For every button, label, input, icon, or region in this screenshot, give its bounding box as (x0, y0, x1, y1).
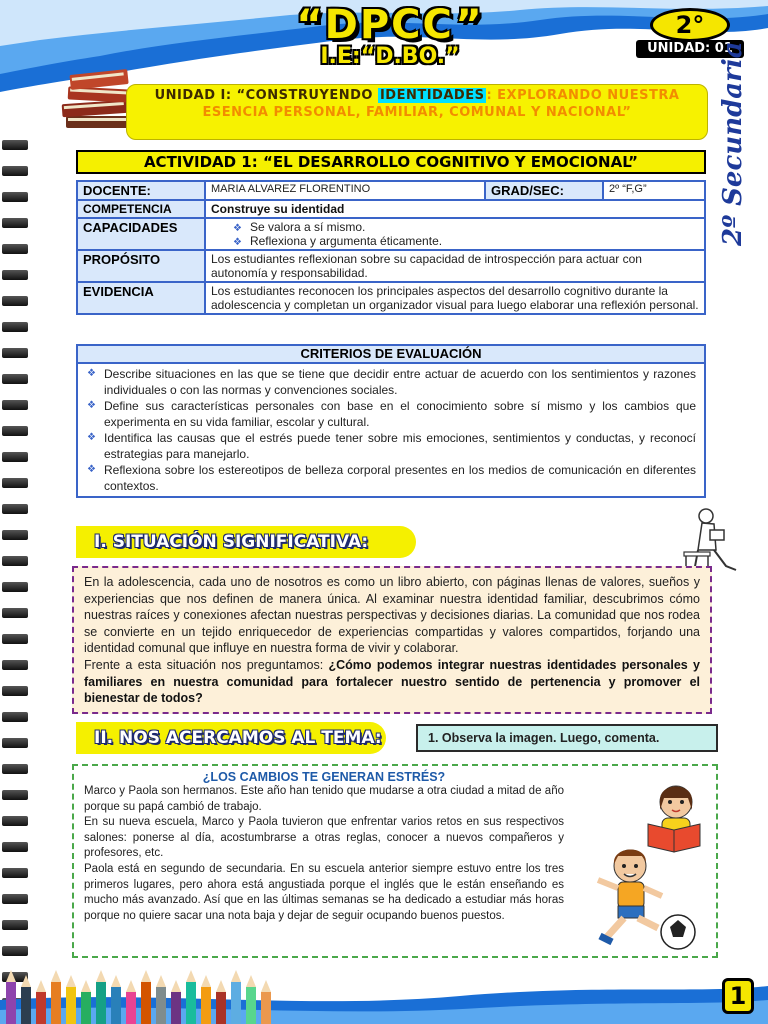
capacidad-item: ❖ Se valora a sí mismo. (233, 220, 699, 234)
criteria-item: ❖ Describe situaciones en las que se tiene que decidir entre actuar de acuerdo con los sentimientos y razones individuales o con las normas y convenciones sociales. (104, 366, 696, 398)
notebook-ring (2, 270, 28, 280)
pencil-icon (96, 970, 106, 1024)
evidencia-label: EVIDENCIA (77, 282, 205, 314)
document-title: “DPCC” (296, 2, 484, 48)
notebook-ring (2, 790, 28, 800)
pencil-icon (141, 970, 151, 1024)
notebook-ring (2, 608, 28, 618)
pencil-icon (246, 975, 256, 1024)
story-paragraph: En su nueva escuela, Marco y Paola tuvieron que enfrentar varios retos en sus respectivos salones: ponerse al día, acostumbrarse a otras reglas, conocer a nuevos compañeros y profesores, etc. (84, 816, 564, 860)
table-row (77, 200, 705, 218)
notebook-ring (2, 452, 28, 462)
notebook-ring (2, 374, 28, 384)
pencil-icon (156, 975, 166, 1024)
notebook-ring (2, 686, 28, 696)
notebook-ring (2, 504, 28, 514)
competencia-value: Construye su identidad (205, 200, 705, 218)
competencia-label: COMPETENCIA (77, 200, 205, 218)
unit-title-box (126, 84, 708, 140)
evidencia-value: Los estudiantes reconocen los principales aspectos del desarrollo cognitivo durante la adolescencia y completan un organizador visual para luego elaborar una reflexión personal. (205, 282, 705, 314)
section2-title: II. NOS ACERCAMOS AL TEMA: (76, 722, 386, 754)
criteria-item: ❖ Reflexiona sobre los estereotipos de belleza corporal presentes en los medios de comunicación en diferentes contextos. (104, 462, 696, 494)
pencil-icon (126, 980, 136, 1024)
criteria-title: CRITERIOS DE EVALUACIÓN (78, 346, 704, 364)
notebook-ring (2, 738, 28, 748)
notebook-ring (2, 348, 28, 358)
notebook-ring (2, 894, 28, 904)
capacidades-label: CAPACIDADES (77, 218, 205, 250)
proposito-value: Los estudiantes reflexionan sobre su capacidad de introspección para actuar con autonomía y responsabilidad. (205, 250, 705, 282)
notebook-ring (2, 296, 28, 306)
notebook-ring (2, 244, 28, 254)
pencil-icon (186, 970, 196, 1024)
pencil-icon (111, 975, 121, 1024)
notebook-ring (2, 426, 28, 436)
notebook-ring (2, 140, 28, 150)
notebook-ring (2, 816, 28, 826)
notebook-ring (2, 582, 28, 592)
unit-title-part1: UNIDAD I: “CONSTRUYENDO (154, 88, 378, 103)
section1-title: I. SITUACIÓN SIGNIFICATIVA: (76, 526, 416, 558)
capacidad-item: ❖ Reflexiona y argumenta éticamente. (233, 234, 699, 248)
kids-illustration (584, 780, 714, 952)
unit-badge: UNIDAD: 01 (636, 40, 744, 58)
notebook-ring (2, 556, 28, 566)
notebook-ring (2, 166, 28, 176)
situation-box (72, 566, 712, 714)
pencil-icon (6, 970, 16, 1024)
pencil-icon (51, 970, 61, 1024)
proposito-label: PROPÓSITO (77, 250, 205, 282)
docente-label: DOCENTE: (77, 181, 205, 200)
grad-label: GRAD/SEC: (485, 181, 603, 200)
story-title: ¿LOS CAMBIOS TE GENERAN ESTRÉS? (202, 770, 446, 784)
story-paragraph: Paola está en segundo de secundaria. En su escuela anterior siempre estuvo entre los tres primeros lugares, pero ahora está angustiada porque el inglés que le están enseñando es mucho más avanzado. Así que en las últimas semanas se ha dedicado a estudiar más horas porque no quiere sacar una nota baja y dejar de seguir ocupando buenos puestos. (84, 862, 564, 922)
info-table (76, 180, 706, 315)
notebook-ring (2, 920, 28, 930)
question-intro: Frente a esta situación nos preguntamos: (84, 657, 329, 672)
page-number: 1 (722, 978, 754, 1014)
notebook-ring (2, 322, 28, 332)
pencil-icon (66, 975, 76, 1024)
criteria-item: ❖ Identifica las causas que el estrés puede tener sobre mis emociones, sentimientos y conductas, y reconocí estrategias para manejarlo. (104, 430, 696, 462)
activity-title: ACTIVIDAD 1: “EL DESARROLLO COGNITIVO Y EMOCIONAL” (76, 150, 706, 174)
table-row (77, 181, 705, 200)
situation-question-paragraph (84, 657, 700, 707)
pencil-icon (216, 980, 226, 1024)
docente-value: MARIA ALVAREZ FLORENTINO (205, 181, 485, 200)
notebook-ring (2, 530, 28, 540)
notebook-ring (2, 192, 28, 202)
grad-value: 2º “F,G” (603, 181, 705, 200)
situation-paragraph: En la adolescencia, cada uno de nosotros es como un libro abierto, con páginas llenas de valores, sueños y experiencias que nos definen de manera única. Al examinar nuestra identidad familiar, descubrimos cómo nuestras raíces y conexiones afectan nuestras perspectivas y decisiones diarias. La comunidad que nos rodea se convierte en un tejido enriquecedor de experiencias compartidas y valores compartidos, forjando una identidad comunal que influye en nuestra forma de vivir y colaborar. (84, 575, 700, 656)
pencil-icon (231, 970, 241, 1024)
notebook-ring (2, 634, 28, 644)
notebook-rings (0, 140, 30, 1020)
side-grade-label: 2º Secundaria (718, 41, 748, 246)
pencil-icon (21, 975, 31, 1024)
colored-pencils-decoration (0, 960, 300, 1024)
pencil-icon (36, 980, 46, 1024)
notebook-ring (2, 764, 28, 774)
notebook-ring (2, 712, 28, 722)
criteria-box (76, 344, 706, 498)
criteria-item: ❖ Define sus características personales con base en el conocimiento sobre sí mismo y los cambios que experimenta en su vida familiar, escolar y cultural. (104, 398, 696, 430)
table-row (77, 218, 705, 250)
notebook-ring (2, 868, 28, 878)
situation-question: ¿Cómo podemos integrar nuestras identidades personales y familiares en nuestra comunidad para fortalecer nuestro sentido de pertenencia y promover el bienestar de todos? (84, 657, 700, 706)
notebook-ring (2, 660, 28, 670)
table-row (77, 282, 705, 314)
notebook-ring (2, 400, 28, 410)
pencil-icon (261, 980, 271, 1024)
pencil-icon (171, 980, 181, 1024)
school-name: I.E:“D.BO.” (320, 44, 460, 69)
story-paragraph: Marco y Paola son hermanos. Este año han tenido que mudarse a otra ciudad a mitad de año porque su papá cambió de trabajo. (84, 785, 564, 813)
notebook-ring (2, 478, 28, 488)
notebook-ring (2, 946, 28, 956)
notebook-ring (2, 842, 28, 852)
story-text (84, 784, 564, 924)
pencil-icon (81, 980, 91, 1024)
grade-badge: 2° (650, 8, 730, 42)
unit-title-part2: : EXPLORANDO NUESTRA ESENCIA PERSONAL, FAMILIAR, COMUNAL Y NACIONAL” (202, 88, 680, 120)
table-row (77, 250, 705, 282)
instruction-box: 1. Observa la imagen. Luego, comenta. (416, 724, 718, 752)
capacidades-value (205, 218, 705, 250)
notebook-ring (2, 218, 28, 228)
unit-title-highlight: IDENTIDADES (379, 88, 485, 103)
pencil-icon (201, 975, 211, 1024)
